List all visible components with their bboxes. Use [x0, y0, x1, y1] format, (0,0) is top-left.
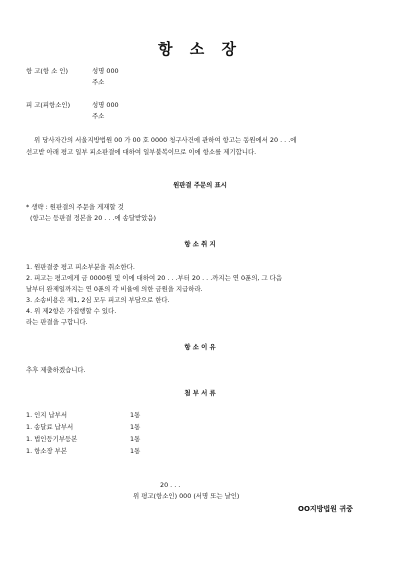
intro-line-1: 위 당사자간의 서울지방법원 00 가 00 호 0000 청구사건에 관하여 항고는 동원에서 20 . . .에	[34, 136, 297, 144]
attachment-qty: 1통	[130, 423, 141, 431]
appeal-purpose-line-5: 4. 위 제2항은 가집행할 수 있다.	[26, 307, 117, 315]
appellant-address: 주소	[92, 78, 105, 86]
appellant-name: 성명 000	[92, 67, 119, 75]
court-addressee: OO지방법원 귀중	[298, 505, 353, 513]
appellee-address: 주소	[92, 112, 105, 120]
document-title: 항 소 장	[158, 40, 242, 58]
original-judgment-heading: 원판결 주문의 표시	[173, 181, 227, 189]
appeal-purpose-heading: 항 소 취 지	[184, 240, 216, 248]
original-judgment-line-2: (항고는 등판결 정본을 20 . . .에 송달받았음)	[30, 214, 157, 222]
attachment-qty: 1통	[130, 411, 141, 419]
appellee-name: 성명 000	[92, 101, 119, 109]
appeal-reason-line: 추후 제출하겠습니다.	[26, 366, 86, 374]
attachment-name: 1. 송달료 납부서	[26, 423, 74, 431]
appeal-purpose-line-3: 날부터 완제일까지는 연 0푼의 각 비율에 의한 금원을 지급하라.	[26, 285, 203, 293]
attachments-heading: 첨 부 서 류	[184, 389, 216, 397]
appeal-purpose-line-2: 2. 피고는 평고에게 금 0000원 및 이에 대하여 20 . . .부터 20 . . .까지는 연 0푼의, 그 다음	[26, 274, 283, 282]
appeal-purpose-line-4: 3. 소송비용은 제1, 2심 모두 피고의 부담으로 한다.	[26, 296, 170, 304]
attachment-qty: 1통	[130, 447, 141, 455]
attachment-qty: 1통	[130, 435, 141, 443]
signer-line: 위 평고(항소인) 000 (서명 또는 날인)	[133, 492, 240, 500]
attachment-name: 1. 인지 납부서	[26, 411, 68, 419]
appeal-purpose-line-6: 라는 판결을 구합니다.	[26, 318, 88, 326]
attachment-name: 1. 법인등기부등본	[26, 435, 78, 443]
attachment-name: 1. 항소장 부본	[26, 447, 68, 455]
appeal-purpose-line-1: 1. 원판결중 평고 피소부분을 취소한다.	[26, 263, 135, 271]
appellee-label: 피 고(피항소인)	[26, 101, 71, 109]
intro-line-2: 선고받 아래 평고 일부 피소판결에 대하여 일부불복이므로 이에 항소를 제기합니다.	[26, 148, 257, 156]
original-judgment-line-1: * 생략 : 원판결의 주문을 게재할 것	[26, 203, 124, 211]
appeal-reason-heading: 항 소 이 유	[184, 343, 216, 351]
appellant-label: 항 고(항 소 인)	[26, 67, 68, 75]
filing-date: 20 . . .	[160, 481, 181, 489]
